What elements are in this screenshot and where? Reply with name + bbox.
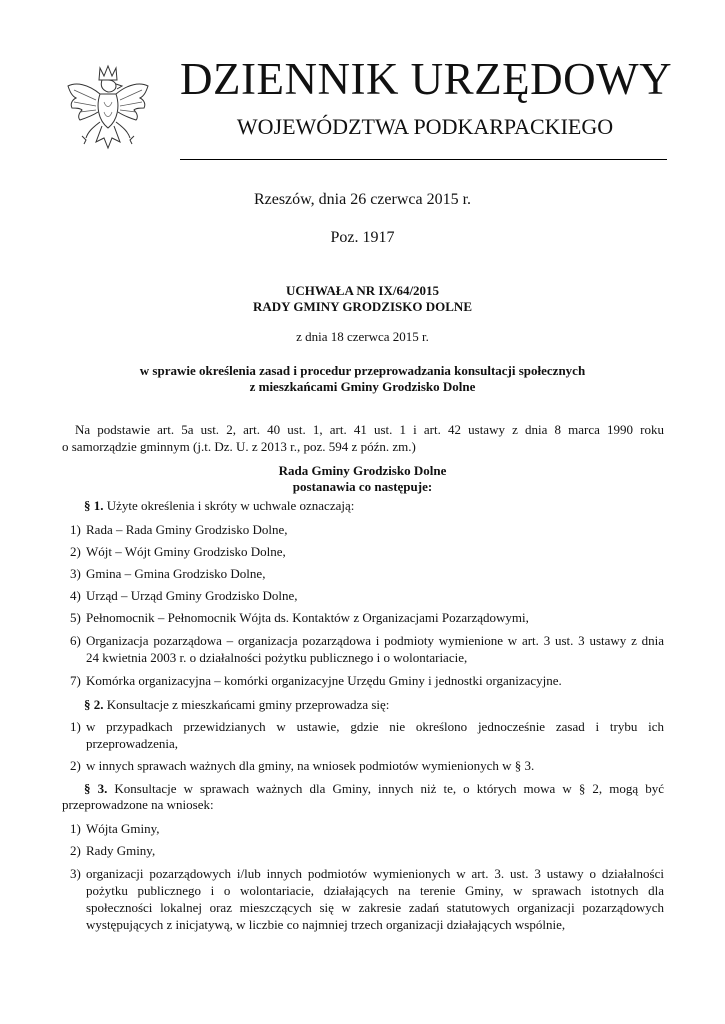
item-text: Urząd – Urząd Gminy Grodzisko Dolne, <box>86 588 298 603</box>
item-text: Komórka organizacyjna – komórki organizacyjne Urzędu Gminy i jednostki organizacyjne. <box>86 673 562 688</box>
item-number: 2) <box>70 843 81 858</box>
item-text-line3: społeczności lokalnej oraz mieszczących się w zakresie zadań statutowych organizacji pozarządowych <box>86 900 664 915</box>
item-text: Pełnomocnik – Pełnomocnik Wójta ds. Kontaktów z Organizacjami Pozarządowymi, <box>86 610 529 625</box>
section-3-item <box>62 865 664 933</box>
journal-title: DZIENNIK URZĘDOWY <box>180 54 673 104</box>
item-number: 3) <box>70 566 81 581</box>
place-and-date: Rzeszów, dnia 26 czerwca 2015 r. <box>253 191 472 208</box>
item-number: 3) <box>70 866 81 881</box>
journal-subtitle: WOJEWÓDZTWA PODKARPACKIEGO <box>236 114 614 139</box>
resolution-date: z dnia 18 czerwca 2015 r. <box>296 329 429 344</box>
item-number: 2) <box>70 758 81 773</box>
item-text: w innych sprawach ważnych dla gminy, na wniosek podmiotów wymienionych w § 3. <box>86 758 535 773</box>
section-1-intro-text: Użyte określenia i skróty w uchwale oznaczają: <box>103 498 355 513</box>
item-text-line4: występujących z inicjatywą, w liczbie co najmniej trzech organizacji działających wspólnie, <box>86 917 566 932</box>
item-number: 7) <box>70 673 81 688</box>
resolution-subject-line2: z mieszkańcami Gminy Grodzisko Dolne <box>249 379 476 394</box>
decision-clause: postanawia co następuje: <box>292 479 433 494</box>
section-2-intro-text: Konsultacje z mieszkańcami gminy przeprowadza się: <box>103 697 390 712</box>
item-text-line1: organizacji pozarządowych i/lub innych podmiotów wymienionych w art. 3. ust. 3 ustawy o działalności <box>86 866 664 881</box>
section-1-item <box>62 632 664 666</box>
item-text: Gmina – Gmina Grodzisko Dolne, <box>86 566 266 581</box>
item-number: 1) <box>70 719 81 734</box>
section-2-item <box>62 718 664 752</box>
item-text: Rady Gminy, <box>86 843 156 858</box>
section-2-mark: § 2. <box>84 697 104 712</box>
item-text-line2: przeprowadzenia, <box>86 736 179 751</box>
section-2-intro <box>84 696 664 713</box>
item-text-line1: w przypadkach przewidzianych w ustawie, gdzie nie określono jednocześnie zasad i trybu ich <box>86 719 664 734</box>
item-text: Wójt – Wójt Gminy Grodzisko Dolne, <box>86 544 286 559</box>
item-text-line1: Organizacja pozarządowa – organizacja pozarządowa i podmioty wymienione w art. 3 ust. 3 ustawy z dnia <box>86 633 664 648</box>
legal-basis-line2: o samorządzie gminnym (j.t. Dz. U. z 2013 r., poz. 594 z późn. zm.) <box>62 439 416 454</box>
item-number: 6) <box>70 633 81 648</box>
masthead-divider <box>180 159 667 160</box>
section-1-mark: § 1. <box>84 498 104 513</box>
resolution-council: RADY GMINY GRODZISKO DOLNE <box>253 299 472 314</box>
resolution-subject-line1: w sprawie określenia zasad i procedur przeprowadzania konsultacji społecznych <box>139 363 586 378</box>
item-text-line2: pożytku publicznego i o wolontariacie, działających na terenie Gminy, w sprawach istotnych dla <box>86 883 664 898</box>
item-number: 2) <box>70 544 81 559</box>
item-text: Wójta Gminy, <box>86 821 160 836</box>
item-number: 1) <box>70 821 81 836</box>
item-text: Rada – Rada Gminy Grodzisko Dolne, <box>86 522 288 537</box>
section-3-intro-text: Konsultacje w sprawach ważnych dla Gminy, innych niż te, o których mowa w § 2, mogą być <box>107 781 664 796</box>
section-1-intro <box>84 497 664 514</box>
section-3-intro <box>84 780 664 797</box>
polish-eagle-emblem-icon <box>62 62 154 164</box>
item-text-line2: 24 kwietnia 2003 r. o działalności pożytku publicznego i o wolontariacie, <box>86 650 468 665</box>
item-number: 5) <box>70 610 81 625</box>
section-3-mark: § 3. <box>84 781 108 796</box>
item-number: 1) <box>70 522 81 537</box>
section-3-intro-line2: przeprowadzone na wniosek: <box>62 797 214 812</box>
decision-council: Rada Gminy Grodzisko Dolne <box>278 463 447 478</box>
item-number: 4) <box>70 588 81 603</box>
position-number: Poz. 1917 <box>330 229 395 246</box>
resolution-number: UCHWAŁA NR IX/64/2015 <box>285 283 440 298</box>
legal-basis-line1: Na podstawie art. 5a ust. 2, art. 40 ust. 1, art. 41 ust. 1 i art. 42 ustawy z dnia 8 marca 1990 roku <box>75 422 664 437</box>
